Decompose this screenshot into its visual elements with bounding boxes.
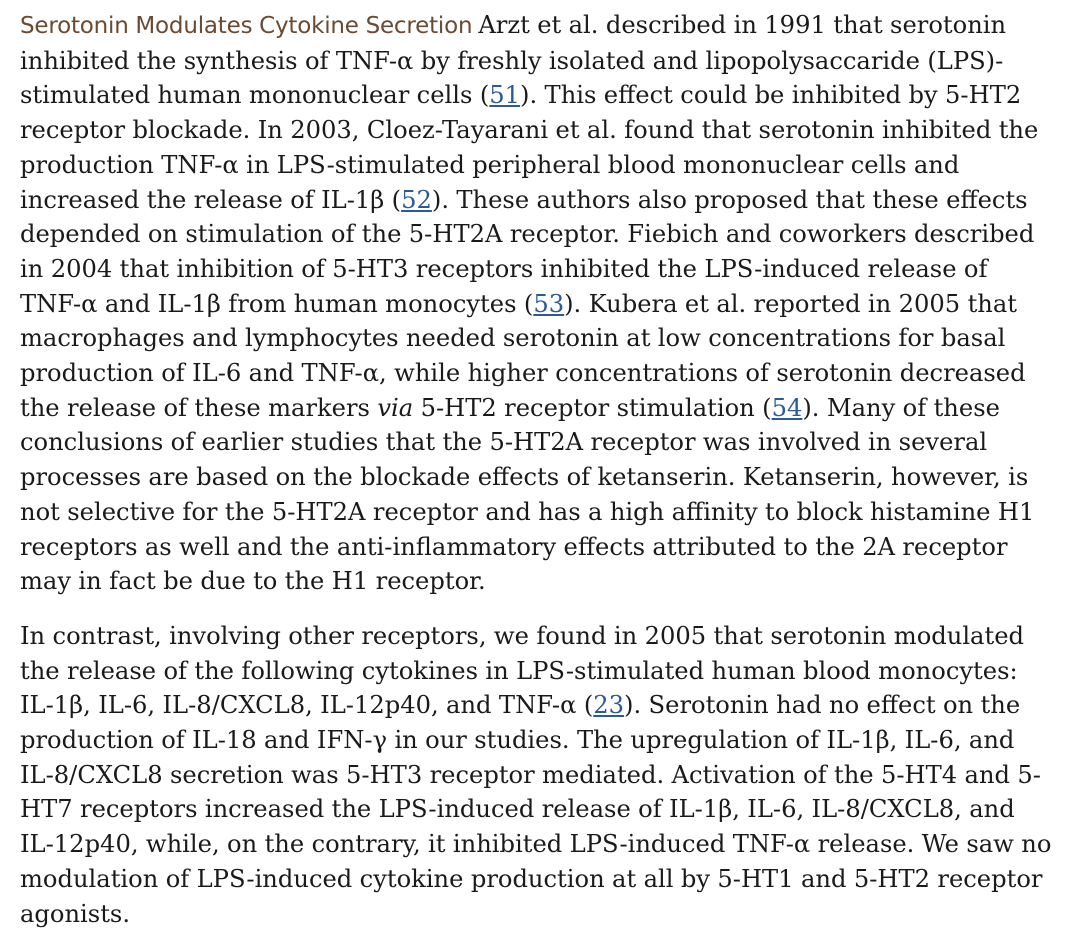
reference-link-52[interactable]: 52 <box>401 185 432 214</box>
article-body <box>20 8 1052 931</box>
italic-via: via <box>377 393 414 422</box>
paragraph-text: ). Kubera et al. reported in 2005 that macrophages and lymphocytes needed serotonin at low concentrations for basal production of IL-6 and TNF-α, while higher concentrations of serotonin decreased the release of these markers <box>20 289 1026 422</box>
reference-link-51[interactable]: 51 <box>489 81 521 110</box>
reference-link-54[interactable]: 54 <box>771 393 803 422</box>
paragraph-2 <box>20 619 1052 931</box>
paragraph-text: ). Serotonin had no effect on the production of IL-18 and IFN-γ in our studies. The upregulation of IL-1β, IL-6, and IL-8/CXCL8 secretion was 5-HT3 receptor mediated. Activation of the 5-HT4 and 5-HT7 receptors increased the LPS-induced release of IL-1β, IL-6, IL-8/CXCL8, and IL-12p40, while, on the contrary, it inhibited LPS-induced TNF-α release. We saw no modulation of LPS-induced cytokine production at all by 5-HT1 and 5-HT2 receptor agonists. <box>20 691 1052 928</box>
paragraph-text: 5-HT2 receptor stimulation ( <box>413 393 772 422</box>
reference-link-23[interactable]: 23 <box>593 691 625 720</box>
paragraph-text: ). These authors also proposed that these effects depended on stimulation of the 5-HT2A receptor. Fiebich and coworkers described in 2004 that inhibition of 5-HT3 receptors inhibited the LPS-induced release of TNF-α and IL-1β from human monocytes ( <box>20 185 1035 318</box>
paragraph-text: ). Many of these conclusions of earlier studies that the 5-HT2A receptor was involved in several processes are based on the blockade effects of ketanserin. Ketanserin, however, is not selective for the 5-HT2A receptor and has a high affinity to block histamine H1 receptors as well and the anti-inflammatory effects attributed to the 2A receptor may in fact be due to the H1 receptor. <box>20 393 1035 596</box>
section-heading: Serotonin Modulates Cytokine Secretion <box>20 13 473 39</box>
paragraph-text: Arzt et al. described in 1991 that serotonin inhibited the synthesis of TNF-α by freshly isolated and lipopolysaccaride (LPS)-stimulated human mononuclear cells ( <box>20 11 1007 110</box>
paragraph-text: In contrast, involving other receptors, we found in 2005 that serotonin modulated the release of the following cytokines in LPS-stimulated human blood monocytes: IL-1β, IL-6, IL-8/CXCL8, IL-12p40, and TNF-α ( <box>20 621 1024 720</box>
paragraph-1 <box>20 8 1052 599</box>
reference-link-53[interactable]: 53 <box>533 289 565 318</box>
paragraph-text: ). This effect could be inhibited by 5-HT2 receptor blockade. In 2003, Cloez-Tayarani et al. found that serotonin inhibited the production TNF-α in LPS-stimulated peripheral blood mononuclear cells and increased the release of IL-1β ( <box>20 81 1039 214</box>
